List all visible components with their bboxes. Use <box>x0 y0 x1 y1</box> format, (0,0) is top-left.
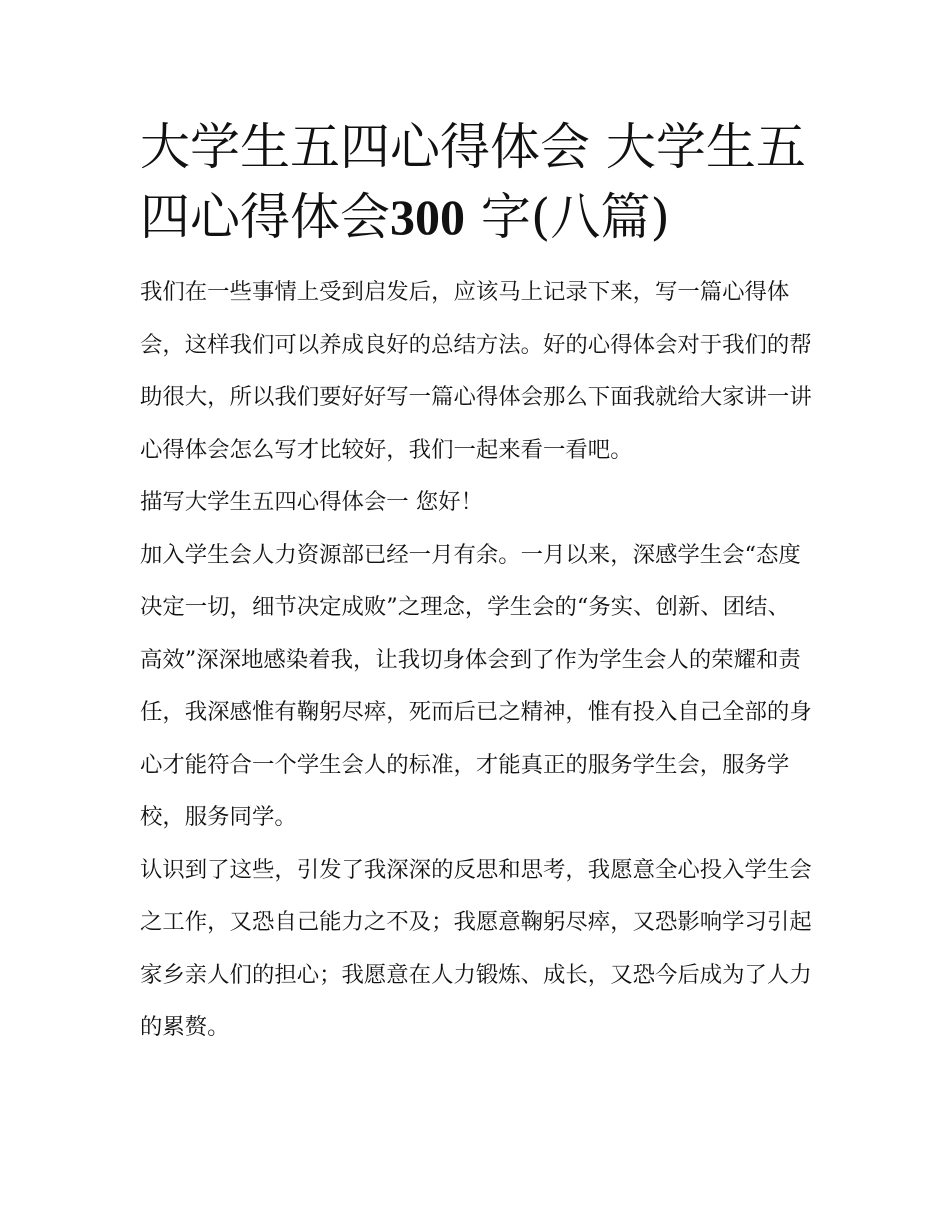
document-title <box>140 112 812 252</box>
body-paragraph-2: 认识到了这些，引发了我深深的反思和思考，我愿意全心投入学生会之工作，又恐自己能力之不及；我愿意鞠躬尽瘁，又恐影响学习引起家乡亲人们的担心；我愿意在人力锻炼、成长，又恐今后成为了人力的累赘。 <box>140 856 812 1040</box>
title-number: 300 <box>390 189 465 245</box>
title-text-part2: 字(八篇) <box>465 188 670 246</box>
intro-paragraph: 我们在一些事情上受到启发后，应该马上记录下来，写一篇心得体会，这样我们可以养成良好的总结方法。好的心得体会对于我们的帮助很大，所以我们要好好写一篇心得体会那么下面我就给大家讲一讲心得体会怎么写才比较好，我们一起来看一看吧。 <box>140 279 812 463</box>
document-body <box>140 266 812 1054</box>
body-paragraph-1: 加入学生会人力资源部已经一月有余。一月以来，深感学生会“态度决定一切，细节决定成败”之理念，学生会的“务实、创新、团结、高效”深深地感染着我，让我切身体会到了作为学生会人的荣耀和责任，我深感惟有鞠躬尽瘁，死而后已之精神，惟有投入自己全部的身心才能符合一个学生会人的标准，才能真正的服务学生会，服务学校，服务同学。 <box>140 541 812 830</box>
title-text-part1: 大学生五四心得体会 大学生五四心得体会 <box>140 118 806 246</box>
document-page <box>140 112 812 1054</box>
section-heading-paragraph: 描写大学生五四心得体会一 您好！ <box>140 489 483 515</box>
